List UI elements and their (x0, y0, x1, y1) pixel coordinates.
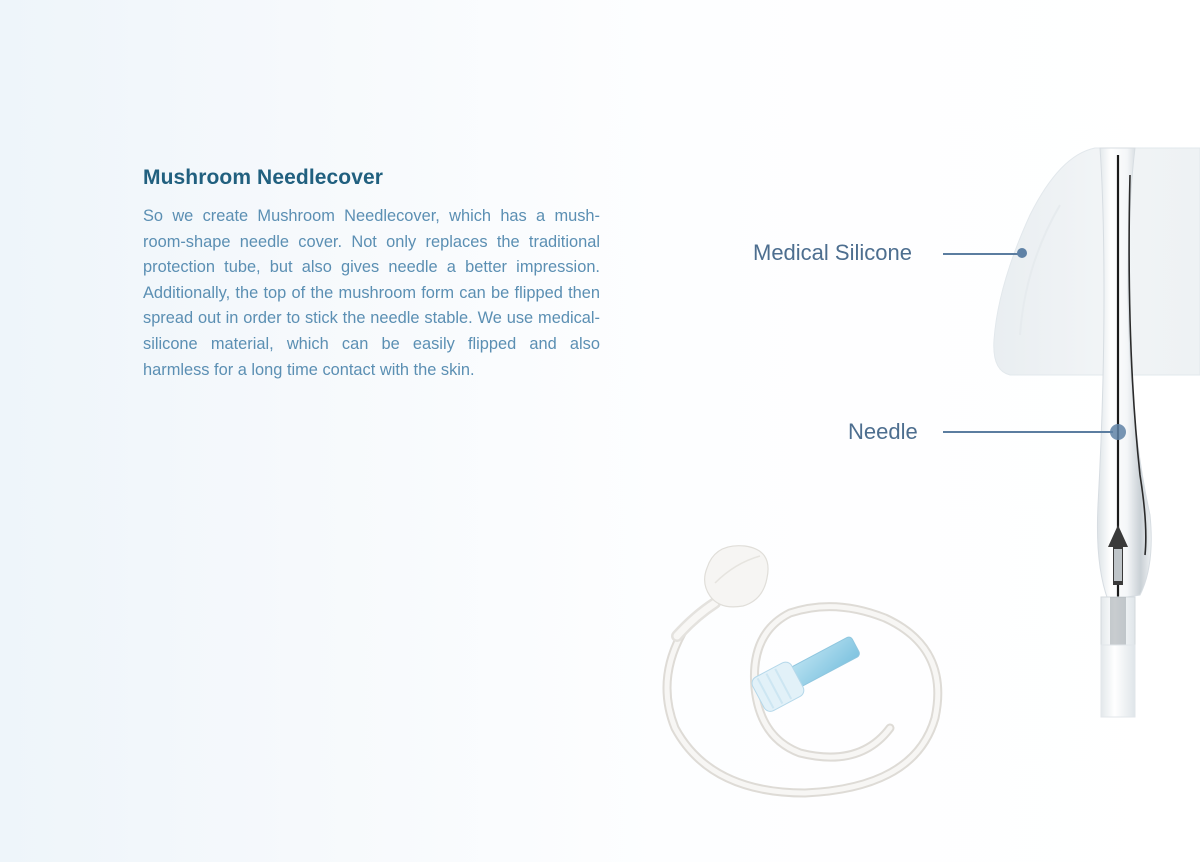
callout-line-medical-silicone (943, 253, 1021, 255)
product-photo-needlecover-tubing (655, 538, 955, 808)
callout-line-needle (943, 431, 1113, 433)
description-block (143, 164, 600, 383)
callout-dot-needle (1110, 424, 1126, 440)
callout-label-needle: Needle (848, 419, 918, 444)
needlecover-closeup-illustration (990, 145, 1200, 725)
callout-dot-medical-silicone (1017, 248, 1027, 258)
section-title: Mushroom Needlecover (143, 166, 384, 189)
section-description: So we create Mushroom Needlecover, which has a mush-room-shape needle cover. Not only replaces the traditional protection tube, but also gives needle a better impression. Additionally, the top of the mushroom form can be flipped then spread out in order to stick the needle stable. We use medical-silicone material, which can be easily flipped and also harmless for a long time contact with the skin. (143, 207, 600, 379)
callout-label-medical-silicone: Medical Silicone (753, 240, 912, 265)
